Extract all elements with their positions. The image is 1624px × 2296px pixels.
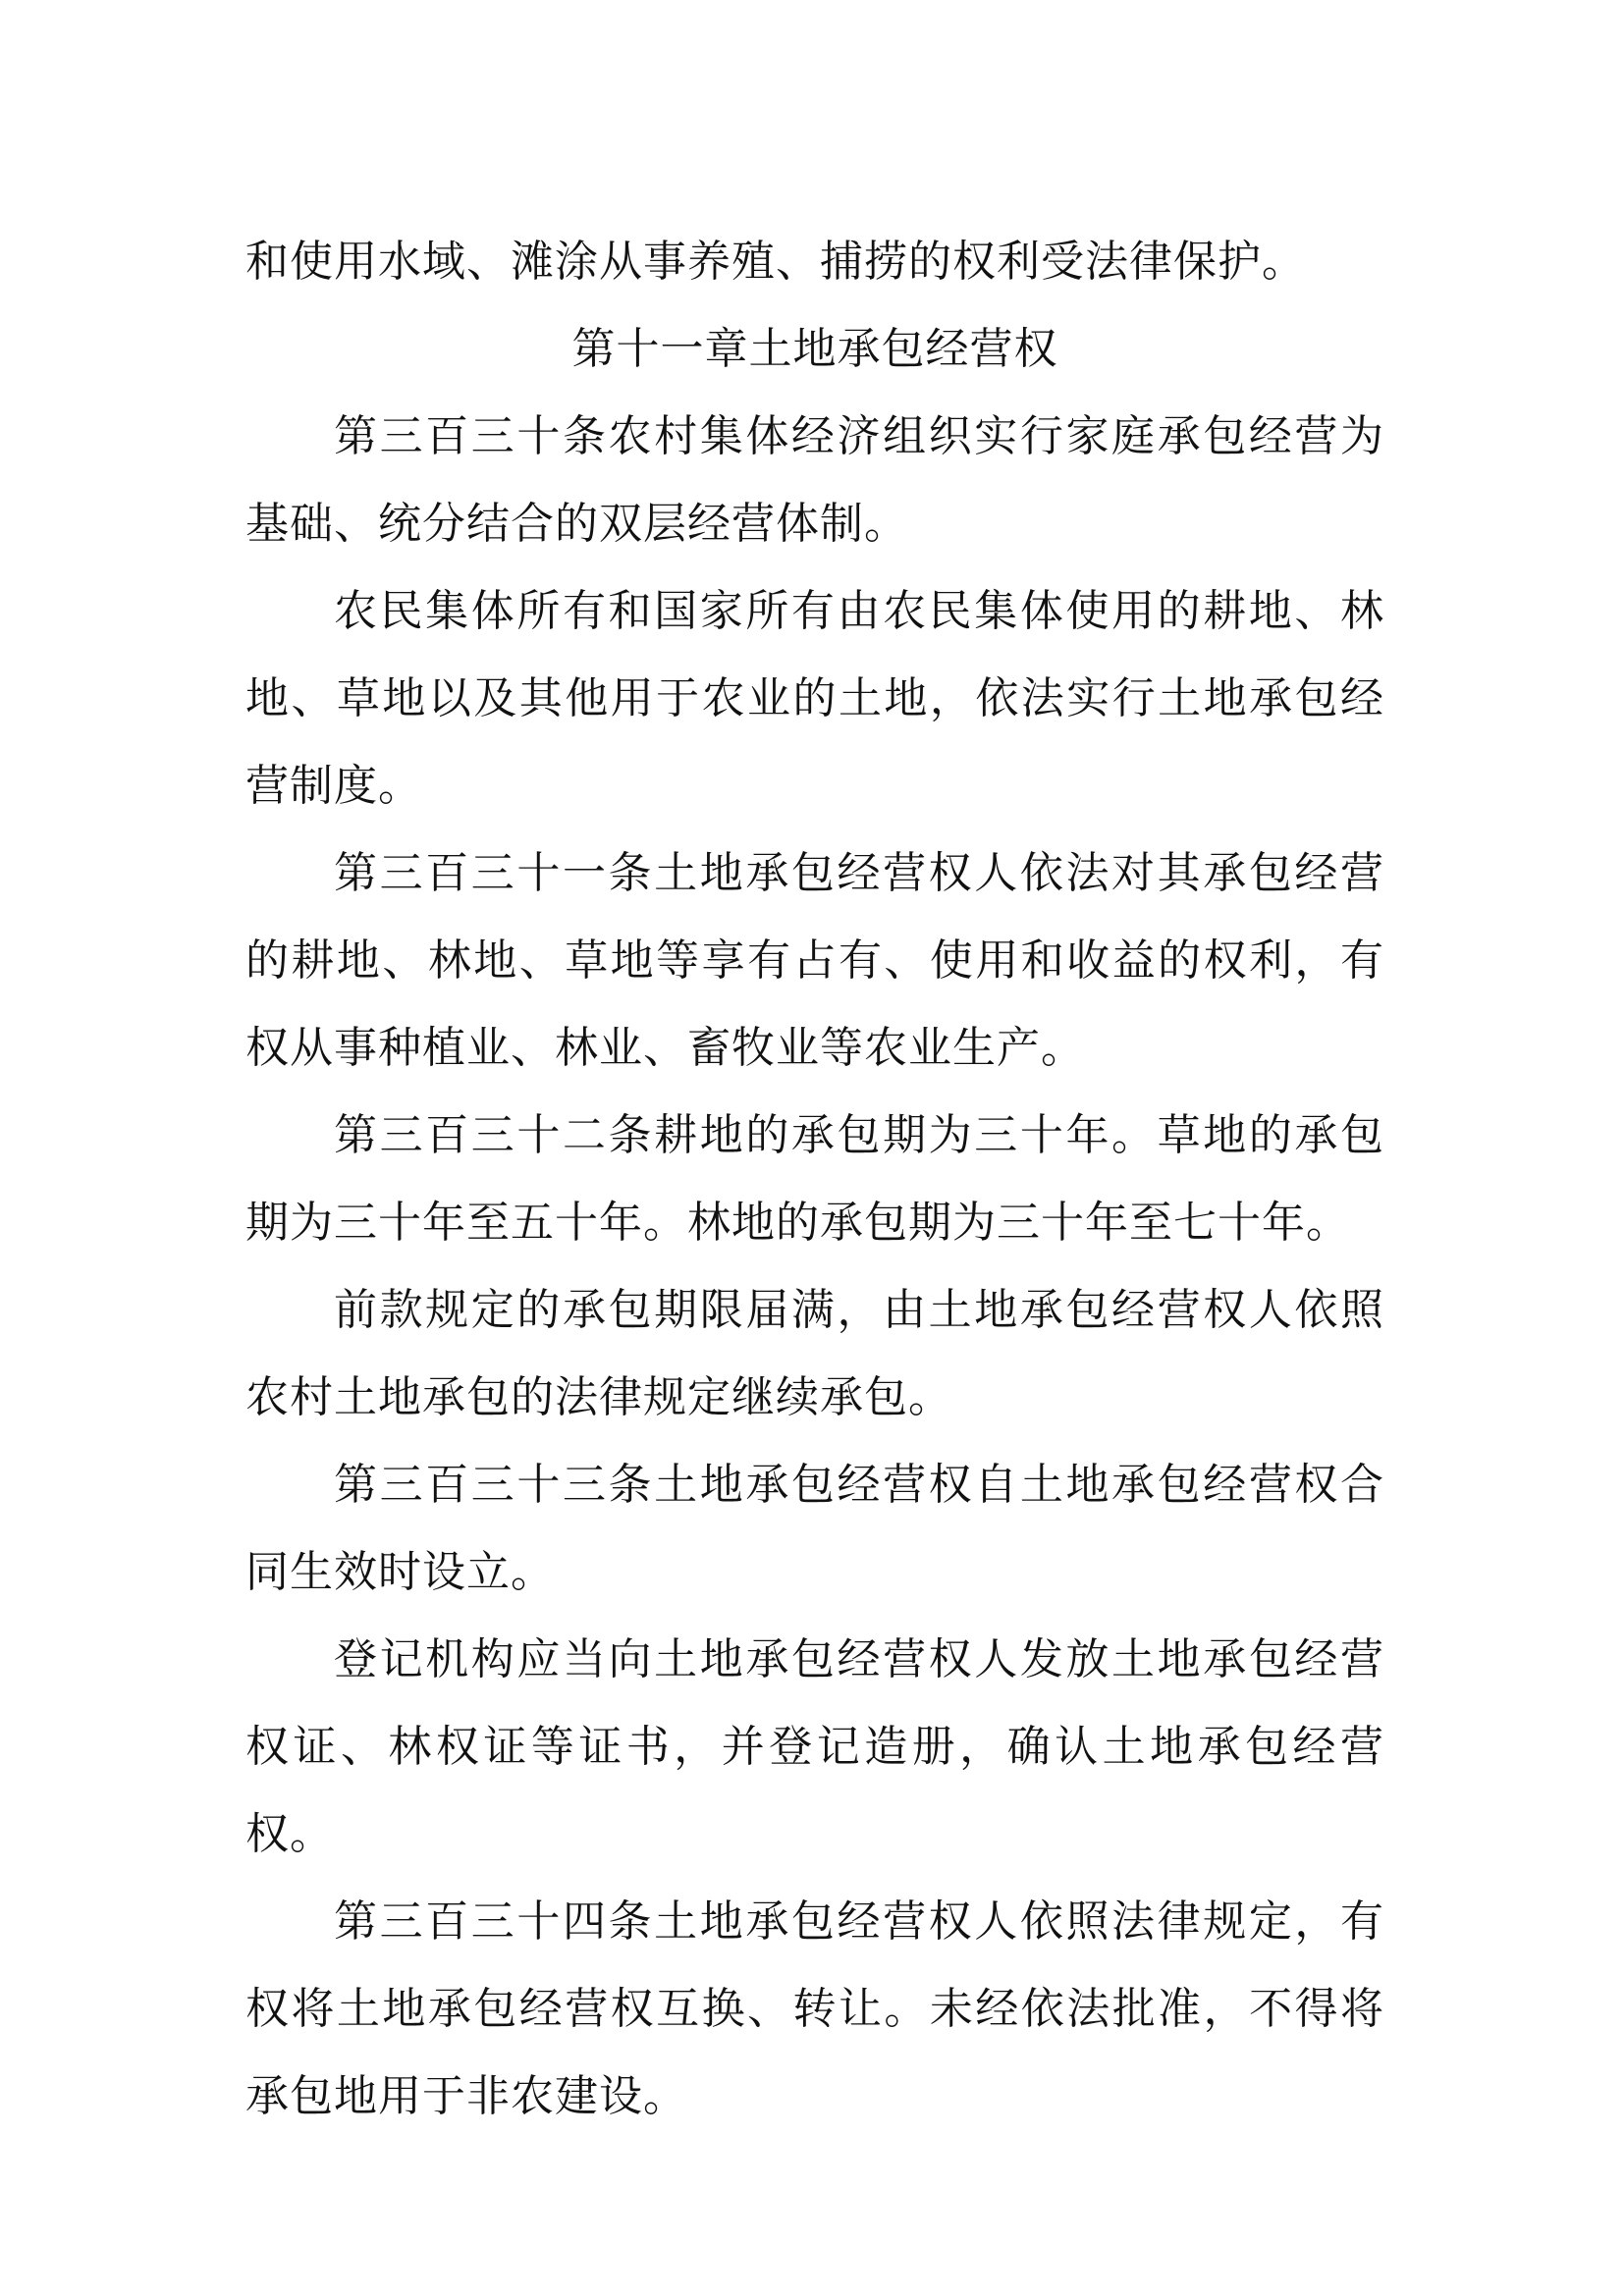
article-331: 第三百三十一条土地承包经营权人依法对其承包经营的耕地、林地、草地等享有占有、使用和收益的权利，有权从事种植业、林业、畜牧业等农业生产。 bbox=[245, 848, 1384, 1073]
article-330: 第三百三十条农村集体经济组织实行家庭承包经营为基础、统分结合的双层经营体制。 bbox=[245, 411, 1384, 549]
document-page bbox=[245, 218, 1384, 2140]
article-333: 第三百三十三条土地承包经营权自土地承包经营权合同生效时设立。 bbox=[245, 1460, 1384, 1597]
article-334: 第三百三十四条土地承包经营权人依照法律规定，有权将土地承包经营权互换、转让。未经依法批准，不得将承包地用于非农建设。 bbox=[245, 1896, 1384, 2121]
article-330-paragraph-2: 农民集体所有和国家所有由农民集体使用的耕地、林地、草地以及其他用于农业的土地，依法实行土地承包经营制度。 bbox=[245, 586, 1384, 811]
paragraph-continuation: 和使用水域、滩涂从事养殖、捕捞的权利受法律保护。 bbox=[245, 237, 1306, 287]
article-332: 第三百三十二条耕地的承包期为三十年。草地的承包期为三十年至五十年。林地的承包期为三十年至七十年。 bbox=[245, 1110, 1384, 1248]
article-332-paragraph-2: 前款规定的承包期限届满，由土地承包经营权人依照农村土地承包的法律规定继续承包。 bbox=[245, 1285, 1384, 1422]
chapter-heading: 第十一章土地承包经营权 bbox=[571, 324, 1058, 374]
article-333-paragraph-2: 登记机构应当向土地承包经营权人发放土地承包经营权证、林权证等证书，并登记造册，确认土地承包经营权。 bbox=[245, 1634, 1384, 1859]
